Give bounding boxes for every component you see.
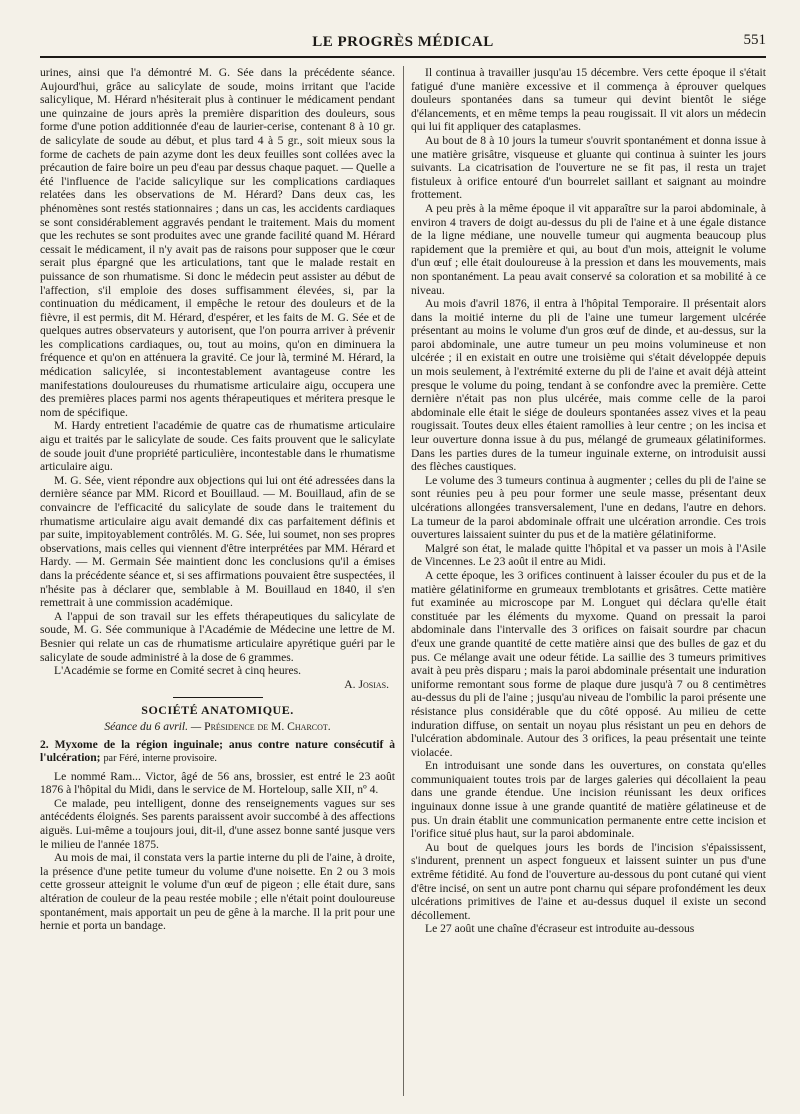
body-paragraph: En introduisant une sonde dans les ouvertures, on constata qu'elles communiquaient toutes trois par de larges galeries qui décollaient la peau dans une grande étendue. Une incision réunissant les deux orifices inguinaux donne issue à une grande quantité de matière gélatineuse et de pus. Un drain établit une communication permanente entre cette incision et l'orifice situé plus haut, sur la paroi abdominale.: [411, 759, 766, 841]
body-paragraph: Au bout de quelques jours les bords de l'incision s'épaississent, s'indurent, prennent un aspect fongueux et laissent suinter un pus d'une extrême fétidité. Au fond de l'ouverture au-dessous du pont cutané qui vient d'être incisé, on sent un autre pont charnu qui sépare profondément les deux ulcérations primitives de l'aine et au-dessus duquel il existe un second décollement.: [411, 840, 766, 922]
body-paragraph: urines, ainsi que l'a démontré M. G. Sée dans la précédente séance. Aujourd'hui, grâce au salicylate de soude, moins irritant que l'acide salicylique, M. Hérard n'hésiterait plus à continuer le médicament pendant une quinzaine de jours après la première disparition des douleurs, sous forme d'une potion additionnée d'eau de laurier-cerise, contenant 8 à 10 gr. de salicylate de soude au début, et plus tard 4 à 5 gr., soit mieux sous la forme de cachets de pain azyme dont les deux feuilles sont collées avec la précaution de faire boire un peu d'eau par dessus chaque paquet. — Quelle a été l'influence de l'acide salicylique sur les complications cardiaques relatées dans les observations de M. Hérard? Dans deux cas, les phénomènes sont restés stationnaires ; dans un cas, les accidents cardiaques se sont considérablement aggravés pendant le traitement. Mais du moment que les rechutes se sont produites avec une grande facilité quand M. Hérard cessait le médicament, il n'y avait pas de raisons pour supposer que le cœur serait plus épargné que les articulations, tant que le malade restait en puissance de son rhumatisme. Si donc le médecin peut assister au début de l'affection, s'il emploie des doses suffisamment élevées, si, par la continuation du médicament, il empêche le retour des douleurs et de la fièvre, il est permis, dit M. Hérard, d'espérer, et les faits de M. G. Sée et de quelques autres observateurs y autorisent, que l'on pourra arriver à prévenir les complications cardiaques, ou, tout au moins, qu'on en diminuera la fréquence et qu'on en atténuera la gravité. Ce jour là, terminé M. Hérard, la médication salicylée, si incontestablement avantageuse contre les manifestations douloureuses du rhumatisme articulaire aigu, occupera une des premières places parmi nos agents thérapeutiques et méritera presque le nom de spécifique.: [40, 66, 395, 419]
body-paragraph: Malgré son état, le malade quitte l'hôpital et va passer un mois à l'Asile de Vincennes. Le 23 août il entre au Midi.: [411, 541, 766, 569]
page-number: 551: [743, 32, 766, 48]
section-separator: [173, 697, 263, 698]
body-paragraph: A cette époque, les 3 orifices continuent à laisser écouler du pus et de la matière gélatiniforme en grumeaux tremblotants et grisâtres. Cette matière fut examinée au microscope par M. Longuet qui déclara qu'elle était constituée par les éléments du myxome. Quand on pressait la paroi abdominale dans l'intervalle des 3 orifices on faisait sourdre par chacun d'eux une grande quantité de cette matière ainsi que des bulles de gaz et du pus. Ce mélange avait une odeur fétide. La saillie des 3 tumeurs primitives avait à peu près disparu ; mais la paroi abdominale présentait une induration uniforme remontant sous forme de plaque dure jusqu'à 7 ou 8 centimètres au-dessus du pli de l'aine ; jusqu'au niveau de l'ombilic la paroi présente une résistance plus considérable que du côté opposé. Au milieu de cette induration diffuse, on sentait un noyau plus résistant un peu en dehors de l'ulcération abdominale. Autour des 3 orifices, la peau présentait une teinte violacée.: [411, 568, 766, 759]
body-paragraph: A peu près à la même époque il vit apparaître sur la paroi abdominale, à environ 4 travers de doigt au-dessus du pli de l'aine et à une égale distance de la ligne médiane, une nouvelle tumeur qui augmenta beaucoup plus rapidement que la première et qui, au bout d'un mois, atteignit le volume d'un œuf ; elle était douloureuse à la pression et dans les mouvements, mais non spontanément. La peau avait conservé sa coloration et sa mobilité à ce niveau.: [411, 201, 766, 297]
session-line: [40, 720, 395, 734]
text-columns: [40, 66, 766, 1096]
body-paragraph: Le nommé Ram... Victor, âgé de 56 ans, brossier, est entré le 23 août 1876 à l'hôpital du Midi, dans le service de M. Horteloup, salle XII, nº 4.: [40, 769, 395, 797]
right-column: [411, 66, 766, 1096]
body-paragraph: Au bout de 8 à 10 jours la tumeur s'ouvrit spontanément et donna issue à une matière grisâtre, visqueuse et gluante qui continua à suinter les jours suivants. La cicatrisation de l'ouverture ne se fit pas, il resta un trajet fistuleux à orifice entouré d'un bourrelet saillant et saignant au moindre frottement.: [411, 133, 766, 202]
column-divider: [403, 66, 404, 1096]
session-president: Présidence de M. Charcot.: [204, 719, 331, 733]
session-date: Séance du 6 avril. —: [104, 719, 202, 733]
section-title: SOCIÉTÉ ANATOMIQUE.: [141, 703, 294, 718]
body-paragraph: M. Hardy entretient l'académie de quatre cas de rhumatisme articulaire aigu et traités par le salicylate de soude. Ces faits prouvent que le salicylate de soude jouit d'une propriété particulière, incontestable dans le rhumatisme articulaire aigu.: [40, 419, 395, 474]
body-paragraph: A l'appui de son travail sur les effets thérapeutiques du salicylate de soude, M. G. Sée communique à l'Académie de Médecine une lettre de M. Besnier qui relate un cas de rhumatisme articulaire apyrétique guéri par le salicylate de soude administré à la dose de 6 grammes.: [40, 609, 395, 664]
body-paragraph: Il continua à travailler jusqu'au 15 décembre. Vers cette époque il s'était fatigué d'une manière excessive et il commença à éprouver quelques douleurs spontanées dans sa tumeur qui devint bientôt le siége d'élancements, et en même temps la peau rougissait. Il vit alors un médecin qui lui fit appliquer des cataplasmes.: [411, 66, 766, 134]
page-header: [40, 28, 766, 58]
journal-title: LE PROGRÈS MÉDICAL: [312, 34, 494, 50]
body-paragraph: Au mois de mai, il constata vers la partie interne du pli de l'aine, à droite, la présence d'une petite tumeur du volume d'une noisette. En 2 ou 3 mois cette grosseur atteignit le volume d'un œuf de pigeon ; elle était dure, sans altération de couleur de la peau restée mobile ; elle n'était point douloureuse spontanément, mais apportait un peu de gêne à la marche. Il la prit pour une hernie et porta un bandage.: [40, 851, 395, 933]
left-column: [40, 66, 395, 1096]
body-paragraph: Ce malade, peu intelligent, donne des renseignements vagues sur ses antécédents éloignés. Ses parents paraissent avoir succombé à des affections aiguës. Lui-même a toujours joui, dit-il, d'une assez bonne santé jusque vers le milieu de l'année 1875.: [40, 796, 395, 851]
body-paragraph: Le 27 août une chaîne d'écraseur est introduite au-dessous: [425, 922, 695, 936]
body-paragraph: L'Académie se forme en Comité secret à cinq heures.: [54, 664, 302, 678]
body-paragraph: Le volume des 3 tumeurs continua à augmenter ; celles du pli de l'aine se sont réunies peu à peu pour former une seule masse, présentant deux ulcérations allongées transversalement, l'une en dedans, l'autre en dehors. La tumeur de la paroi abdominale offrait une ulcération arrondie. Ces trois ouvertures laissaient suinter du pus et de la matière gélatiniforme.: [411, 473, 766, 542]
case-title: 2. Myxome de la région inguinale; anus contre nature consécutif à l'ulcération;: [40, 737, 395, 765]
author-signature: A. Josias.: [344, 677, 389, 691]
body-paragraph: Au mois d'avril 1876, il entra à l'hôpital Temporaire. Il présentait alors dans la moitié interne du pli de l'aine une tumeur largement ulcérée présentant au moins le volume d'un gros œuf de dinde, et au-dessus, sur la paroi abdominale, une autre tumeur un peu moins volumineuse et non ulcérée ; il en existait en outre une troisième qui s'était développée depuis un mois seulement, à l'extrémité externe du pli de l'aine et avait déjà atteint presque le volume du poing, tendant à se confondre avec la première. Cette dernière n'était pas non plus ulcérée, mais comme celle de la paroi abdominale elle était le siége de douleurs spontanées assez vives et la peau rougissait. Toutes deux elles étaient ramollies à leur centre ; on les incisa et leur ouverture donna issue à du pus, mélangé de grumeaux gélatiniformes. Dans les parties dures de la tumeur inguinale externe, on introduisit aussi des flèches caustiques.: [411, 297, 766, 474]
body-paragraph: M. G. Sée, vient répondre aux objections qui lui ont été adressées dans la dernière séance par MM. Ricord et Bouillaud. — M. Bouillaud, afin de se convaincre de l'efficacité du salicylate de soude dans le traitement du rhumatisme articulaire aigu avait demandé dix cas parfaitement définis et par suite, impitoyablement contrôlés. M. G. Sée, lui soumet, non ses propres observations, mais celles qui viennent d'être interprétées par MM. Hérard et Hardy. — M. Germain Sée maintient donc les conclusions qu'il a émises dans la précédente séance et, si ses affirmations pouvaient être suspectées, il n'hésite pas à déclarer que, semblable à M. Bouillaud en 1840, il s'en remettrait à une commission académique.: [40, 473, 395, 610]
case-author: par Féré, interne provisoire.: [103, 753, 217, 765]
case-heading: [40, 738, 395, 766]
